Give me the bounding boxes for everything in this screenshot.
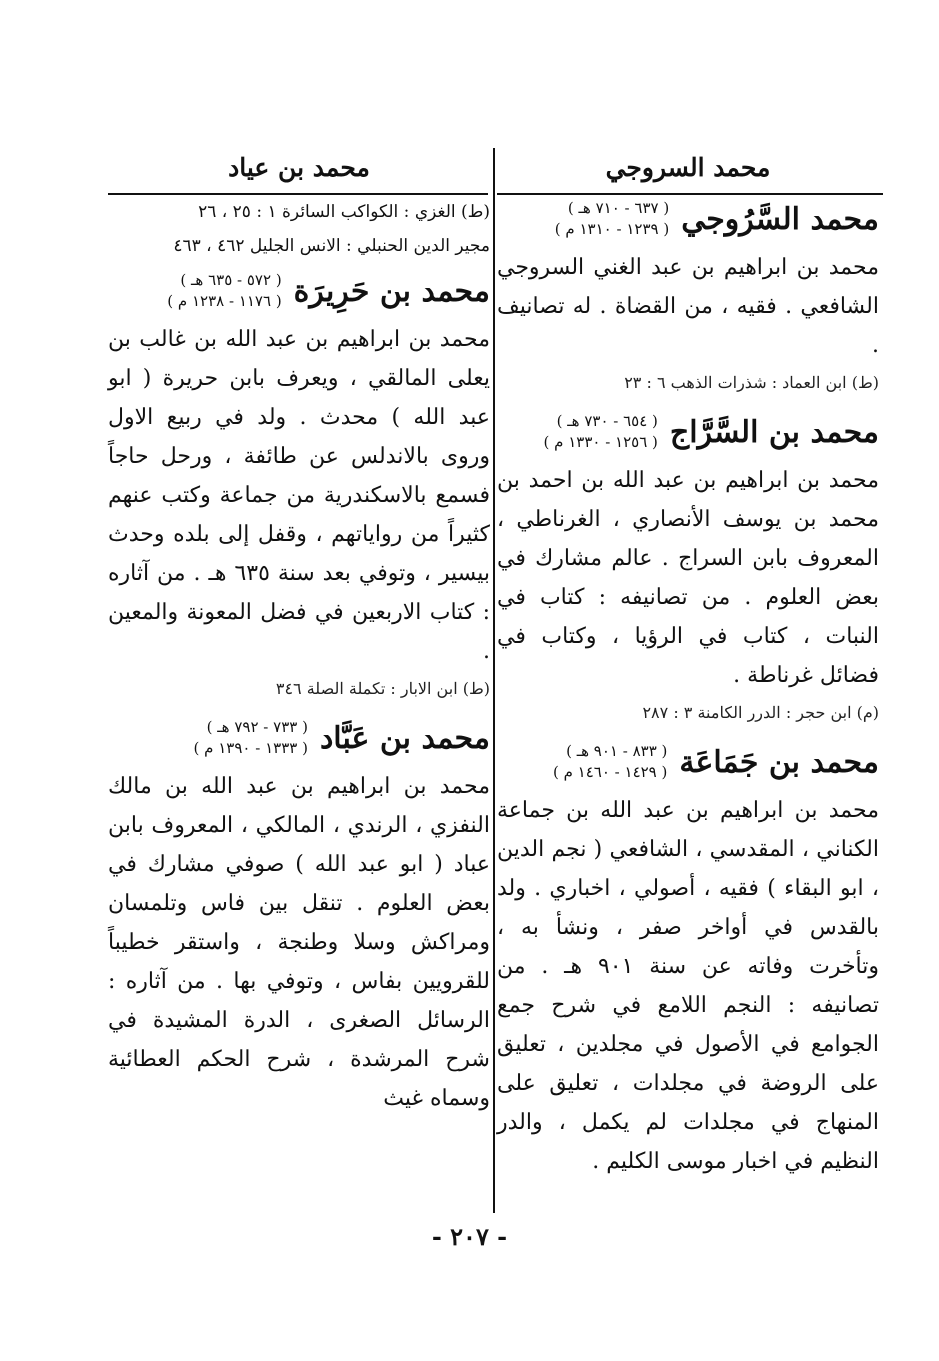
entry-sarouji: [497, 198, 879, 397]
entry-body: محمد بن ابراهيم بن عبد الله بن مالك النفزي ، الرندي ، المالكي ، المعروف بابن عباد ( ابو عبد الله ) صوفي مشارك في بعض العلوم . تنقل بين فاس وتلمسان ومراكش وسلا وطنجة ، واستقر خطيباً للقرويين بفاس ، وتوفي بها . من آثاره : الرسائل الصغرى ، الدرة المشيدة في شرح المرشدة ، شرح الحكم العطائية وسماه غيث: [108, 774, 490, 1111]
dates-ad: ( ١٣٣٣ - ١٣٩٠ م ): [193, 739, 308, 757]
entry-dates: [194, 717, 308, 759]
dates-ad: ( ١١٧٦ - ١٢٣٨ م ): [167, 292, 282, 310]
dates-hijri: ( ٧٣٣ - ٧٩٢ هـ ): [206, 718, 308, 736]
entry-dates: [544, 411, 658, 453]
entry-dates: [167, 270, 281, 312]
entry-name: محمد بن عَبَّاد: [319, 720, 490, 756]
entry-body: محمد بن ابراهيم بن عبد الله بن احمد بن محمد بن يوسف الأنصاري ، الغرناطي ، المعروف بابن السراج . عالم مشارك في بعض العلوم . من تصانيفه : كتاب في النبات ، كتاب في الرؤيا ، وكتاب في فضائل غرناطة .: [497, 468, 879, 688]
dates-hijri: ( ٦٣٧ - ٧١٠ هـ ): [567, 199, 670, 217]
entry-reference: (م) ابن حجر : الدرر الكامنة ٣ : ٢٨٧: [642, 703, 879, 722]
entry-name: محمد السَّرُوجي: [681, 201, 879, 237]
dates-ad: ( ١٢٣٩ - ١٣١٠ م ): [554, 220, 670, 238]
page-number: - ٢٠٧ -: [431, 1222, 508, 1251]
entry-dates: [555, 198, 669, 240]
entry-dates: [553, 741, 667, 783]
entry-abbad: [108, 717, 490, 1118]
entry-heading: [497, 411, 879, 453]
entry-jamaa: [497, 741, 879, 1181]
left-column: [108, 148, 490, 1132]
entry-reference: (ط) ابن العماد : شذرات الذهب ٦ : ٢٣: [624, 373, 879, 392]
dates-ad: ( ١٤٢٩ - ١٤٦٠ م ): [552, 763, 668, 781]
entry-name: محمد بن جَمَاعَة: [679, 744, 879, 780]
column-divider: [493, 148, 495, 1213]
entry-reference: (ط) ابن الابار : تكملة الصلة ٣٤٦: [275, 679, 490, 698]
entry-heading: [108, 717, 490, 759]
entry-body: محمد بن ابراهيم بن عبد الغني السروجي الشافعي . فقيه ، من القضاة . له تصانيف .: [497, 255, 879, 358]
entry-heading: [108, 270, 490, 312]
entry-name: محمد بن حَرِيرَة: [293, 273, 490, 309]
running-head-left: محمد بن عياد: [228, 153, 370, 182]
entry-heading: [497, 741, 879, 783]
header-rule-right: [497, 193, 883, 195]
dates-ad: ( ١٢٥٦ - ١٣٣٠ م ): [543, 433, 658, 451]
continued-source: (ط) الغزي : الكواكب السائرة ١ : ٢٥ ، ٢٦: [198, 202, 490, 222]
header-rule-left: [108, 193, 488, 195]
running-head-right: محمد السروجي: [605, 153, 771, 182]
dates-hijri: ( ٦٥٤ - ٧٣٠ هـ ): [556, 412, 658, 430]
entry-body: محمد بن ابراهيم بن عبد الله بن جماعة الكناني ، المقدسي ، الشافعي ( نجم الدين ، ابو البقاء ) فقيه ، أصولي ، اخباري . ولد بالقدس في أواخر صفر ، ونشأ به ، وتأخرت وفاته عن سنة ٩٠١ هـ . من تصانيفه : النجم اللامع في شرح جمع الجوامع في الأصول في مجلدين ، تعليق على الروضة في مجلدات ، تعليق على المنهاج في مجلدات لم يكمل ، والدر النظيم في اخبار موسى الكليم .: [497, 798, 880, 1174]
continued-source: مجير الدين الحنبلي : الانس الجليل ٤٦٢ ، ٤٦٣: [173, 236, 490, 256]
entry-harira: [108, 270, 490, 703]
dates-hijri: ( ٨٣٣ - ٩٠١ هـ ): [566, 742, 668, 760]
entry-name: محمد بن السَّرَّاج: [669, 414, 879, 450]
entry-body: محمد بن ابراهيم بن عبد الله بن غالب بن يعلى المالقي ، ويعرف بابن حريرة ( ابو عبد الله ) محدث . ولد في ربيع الاول وروى بالاندلس عن طائفة ، ورحل حاجاً فسمع بالاسكندرية من جماعة وكتب عنهم كثيراً من رواياتهم ، وقفل إلى بلده وحدث بيسير ، وتوفي بعد سنة ٦٣٥ هـ . من آثاره : كتاب الاربعين في فضل المعونة والمعين .: [108, 327, 490, 664]
entry-heading: [497, 198, 879, 240]
entry-sarraj: [497, 411, 879, 727]
right-column: [497, 148, 879, 1195]
dates-hijri: ( ٥٧٢ - ٦٣٥ هـ ): [180, 271, 282, 289]
